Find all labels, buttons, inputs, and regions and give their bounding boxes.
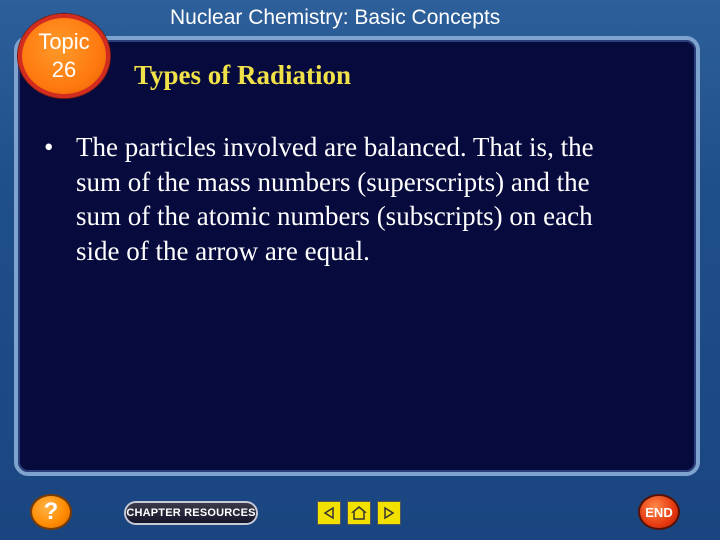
bullet-item <box>44 130 604 268</box>
topic-badge <box>18 14 110 98</box>
topic-label: Topic <box>38 29 90 54</box>
slide-body <box>44 130 604 268</box>
chapter-resources-button[interactable] <box>126 503 256 523</box>
chapter-resources-label: CHAPTER RESOURCES <box>126 507 256 519</box>
help-button[interactable] <box>32 496 70 528</box>
help-label: ? <box>43 498 59 525</box>
topic-number: 26 <box>51 57 77 82</box>
back-button[interactable] <box>318 502 340 524</box>
house-icon <box>351 505 367 521</box>
home-button[interactable] <box>348 502 370 524</box>
triangle-left-icon <box>322 506 336 520</box>
end-label: END <box>645 504 673 520</box>
chapter-title: Nuclear Chemistry: Basic Concepts <box>170 6 501 29</box>
triangle-right-icon <box>382 506 396 520</box>
bullet-text: The particles involved are balanced. That is, the sum of the mass numbers (superscripts) and the sum of the atomic numbers (subscripts) on each side of the arrow are equal. <box>76 132 594 266</box>
end-button[interactable] <box>640 496 678 528</box>
bullet-marker: • <box>44 132 54 162</box>
forward-button[interactable] <box>378 502 400 524</box>
slide-title: Types of Radiation <box>134 60 352 90</box>
